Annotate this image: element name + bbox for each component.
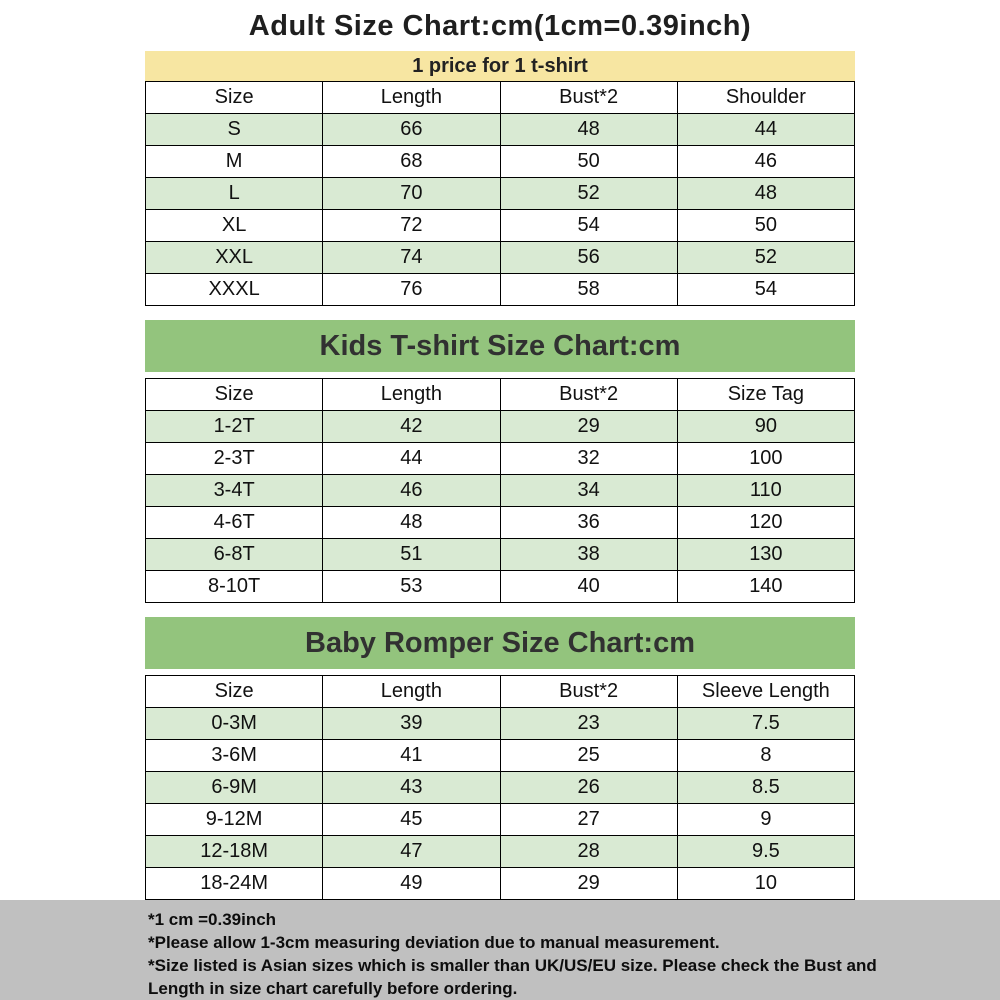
table-cell: 8.5 [677,772,854,804]
table-cell: XXXL [146,274,323,306]
table-row [146,571,855,603]
table-cell: 74 [323,242,500,274]
table-row [146,772,855,804]
table-cell: 43 [323,772,500,804]
table-row [146,475,855,507]
table-cell: 44 [323,443,500,475]
table-cell: 2-3T [146,443,323,475]
baby-section-heading: Baby Romper Size Chart:cm [145,617,855,669]
column-header: Sleeve Length [677,676,854,708]
table-header-row [146,379,855,411]
column-header: Size Tag [677,379,854,411]
table-cell: 4-6T [146,507,323,539]
kids-section-heading: Kids T-shirt Size Chart:cm [145,320,855,372]
table-cell: 140 [677,571,854,603]
table-cell: 52 [500,178,677,210]
table-row [146,114,855,146]
kids-size-table [145,378,855,603]
table-cell: 1-2T [146,411,323,443]
table-cell: 44 [677,114,854,146]
table-cell: 110 [677,475,854,507]
column-header: Length [323,379,500,411]
table-cell: 38 [500,539,677,571]
price-banner: 1 price for 1 t-shirt [145,51,855,81]
table-cell: 50 [500,146,677,178]
adult-size-table [145,81,855,306]
table-cell: 3-6M [146,740,323,772]
table-cell: XXL [146,242,323,274]
table-cell: 53 [323,571,500,603]
table-cell: 9.5 [677,836,854,868]
table-row [146,539,855,571]
table-cell: 0-3M [146,708,323,740]
table-cell: 48 [323,507,500,539]
table-cell: 6-9M [146,772,323,804]
table-cell: 51 [323,539,500,571]
table-header-row [146,82,855,114]
table-cell: 23 [500,708,677,740]
table-header-row [146,676,855,708]
table-cell: 66 [323,114,500,146]
table-cell: 54 [677,274,854,306]
table-cell: 54 [500,210,677,242]
page-title: Adult Size Chart:cm(1cm=0.39inch) [248,10,752,42]
table-cell: S [146,114,323,146]
table-cell: 58 [500,274,677,306]
table-cell: 100 [677,443,854,475]
column-header: Length [323,676,500,708]
table-row [146,804,855,836]
table-cell: 8-10T [146,571,323,603]
column-header: Bust*2 [500,82,677,114]
table-cell: 12-18M [146,836,323,868]
table-cell: L [146,178,323,210]
table-cell: 39 [323,708,500,740]
size-chart-sheet [145,0,855,900]
column-header: Size [146,379,323,411]
table-cell: 52 [677,242,854,274]
column-header: Size [146,82,323,114]
table-row [146,242,855,274]
column-header: Bust*2 [500,379,677,411]
table-cell: 36 [500,507,677,539]
table-cell: 130 [677,539,854,571]
table-cell: 29 [500,411,677,443]
table-cell: 9 [677,804,854,836]
footnote: *Please allow 1-3cm measuring deviation due to manual measurement. [148,933,720,952]
table-cell: 3-4T [146,475,323,507]
baby-size-table [145,675,855,900]
table-cell: 27 [500,804,677,836]
column-header: Length [323,82,500,114]
table-cell: 48 [677,178,854,210]
table-row [146,178,855,210]
table-cell: 40 [500,571,677,603]
table-cell: 46 [323,475,500,507]
table-cell: 70 [323,178,500,210]
table-cell: 25 [500,740,677,772]
table-cell: 18-24M [146,868,323,900]
table-cell: 28 [500,836,677,868]
footnote: *Size listed is Asian sizes which is smaller than UK/US/EU size. Please check the Bust and Length in size chart carefully before ordering. [148,956,877,998]
footnotes-section [0,900,1000,1000]
footnote: *1 cm =0.39inch [148,910,277,929]
table-cell: 56 [500,242,677,274]
table-cell: 41 [323,740,500,772]
table-cell: 120 [677,507,854,539]
table-cell: 10 [677,868,854,900]
table-row [146,868,855,900]
table-cell: 48 [500,114,677,146]
table-cell: 72 [323,210,500,242]
table-cell: 49 [323,868,500,900]
table-cell: 7.5 [677,708,854,740]
table-cell: 45 [323,804,500,836]
table-row [146,274,855,306]
table-cell: 26 [500,772,677,804]
table-cell: 34 [500,475,677,507]
table-cell: 32 [500,443,677,475]
table-row [146,411,855,443]
table-row [146,740,855,772]
table-cell: 46 [677,146,854,178]
table-cell: 6-8T [146,539,323,571]
column-header: Size [146,676,323,708]
table-row [146,836,855,868]
table-cell: 9-12M [146,804,323,836]
table-cell: 47 [323,836,500,868]
table-cell: XL [146,210,323,242]
table-row [146,210,855,242]
table-cell: 8 [677,740,854,772]
table-cell: M [146,146,323,178]
column-header: Shoulder [677,82,854,114]
table-cell: 68 [323,146,500,178]
table-cell: 90 [677,411,854,443]
table-row [146,443,855,475]
table-row [146,146,855,178]
table-cell: 50 [677,210,854,242]
size-tables-container [145,81,855,900]
table-cell: 29 [500,868,677,900]
table-row [146,507,855,539]
table-cell: 76 [323,274,500,306]
table-cell: 42 [323,411,500,443]
column-header: Bust*2 [500,676,677,708]
table-row [146,708,855,740]
